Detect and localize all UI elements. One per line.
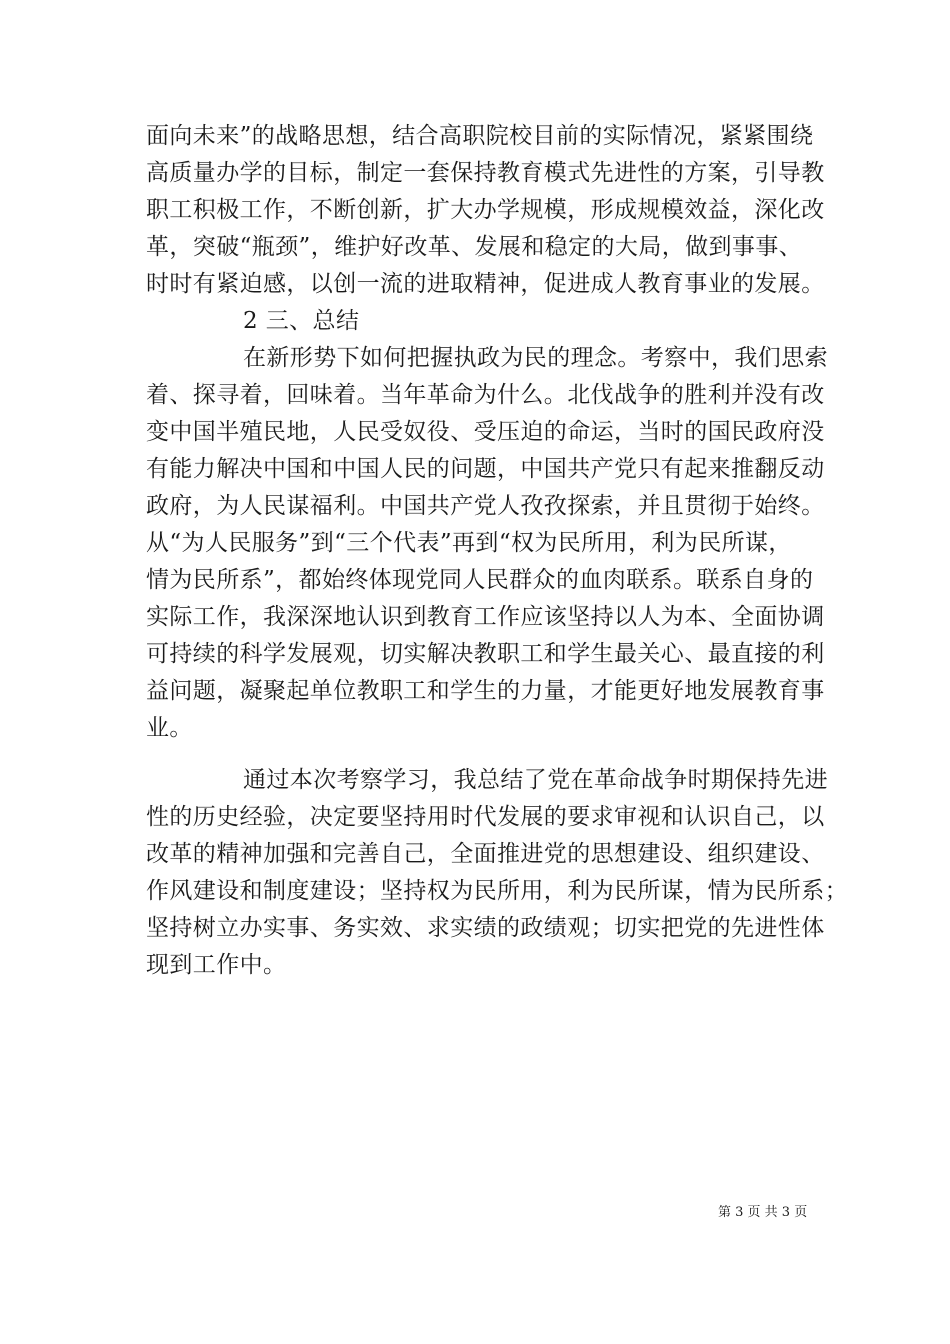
text-line: 有能力解决中国和中国人民的问题，中国共产党只有起来推翻反动: [146, 456, 825, 482]
text-line: 面向未来”的战略思想，结合高职院校目前的实际情况，紧紧围绕: [146, 123, 814, 149]
page-number-footer: 第 3 页 共 3 页: [718, 1205, 808, 1220]
text-line: 实际工作，我深深地认识到教育工作应该坚持以人为本、全面协调: [146, 604, 825, 630]
text-line: 变中国半殖民地，人民受奴役、受压迫的命运，当时的国民政府没: [146, 419, 825, 445]
text-line: 现到工作中。: [146, 952, 287, 978]
text-line: 作风建设和制度建设；坚持权为民所用，利为民所谋，情为民所系；: [146, 878, 848, 904]
text-line: 业。: [146, 715, 193, 741]
document-body: [146, 118, 848, 984]
text-line: 情为民所系”，都始终体现党同人民群众的血肉联系。联系自身的: [146, 567, 814, 593]
paragraph-2: [146, 340, 828, 747]
text-line: 时时有紧迫感，以创一流的进取精神，促进成人教育事业的发展。: [146, 271, 825, 297]
section-heading: 2 三、总结: [243, 308, 360, 334]
paragraph-3: [146, 762, 848, 984]
paragraph-gap: [146, 747, 806, 762]
text-line: 革，突破“瓶颈”，维护好改革、发展和稳定的大局，做到事事、: [146, 234, 803, 260]
text-line: 着、探寻着，回味着。当年革命为什么。北伐战争的胜利并没有改: [146, 382, 825, 408]
text-line: 从“为人民服务”到“三个代表”再到“权为民所用，利为民所谋，: [146, 530, 792, 556]
text-line: 可持续的科学发展观，切实解决教职工和学生最关心、最直接的利: [146, 641, 825, 667]
text-line: 改革的精神加强和完善自己，全面推进党的思想建设、组织建设、: [146, 841, 825, 867]
text-line: 职工积极工作，不断创新，扩大办学规模，形成规模效益，深化改: [146, 197, 825, 223]
text-line: 高质量办学的目标，制定一套保持教育模式先进性的方案，引导教: [146, 160, 825, 186]
text-line: 益问题，凝聚起单位教职工和学生的力量，才能更好地发展教育事: [146, 678, 825, 704]
text-line: 坚持树立办实事、务实效、求实绩的政绩观；切实把党的先进性体: [146, 915, 825, 941]
paragraph-1: [146, 118, 825, 303]
text-line: 在新形势下如何把握执政为民的理念。考察中，我们思索: [243, 345, 828, 371]
text-line: 通过本次考察学习，我总结了党在革命战争时期保持先进: [243, 767, 828, 793]
text-line: 政府，为人民谋福利。中国共产党人孜孜探索，并且贯彻于始终。: [146, 493, 825, 519]
text-line: 性的历史经验，决定要坚持用时代发展的要求审视和认识自己，以: [146, 804, 825, 830]
